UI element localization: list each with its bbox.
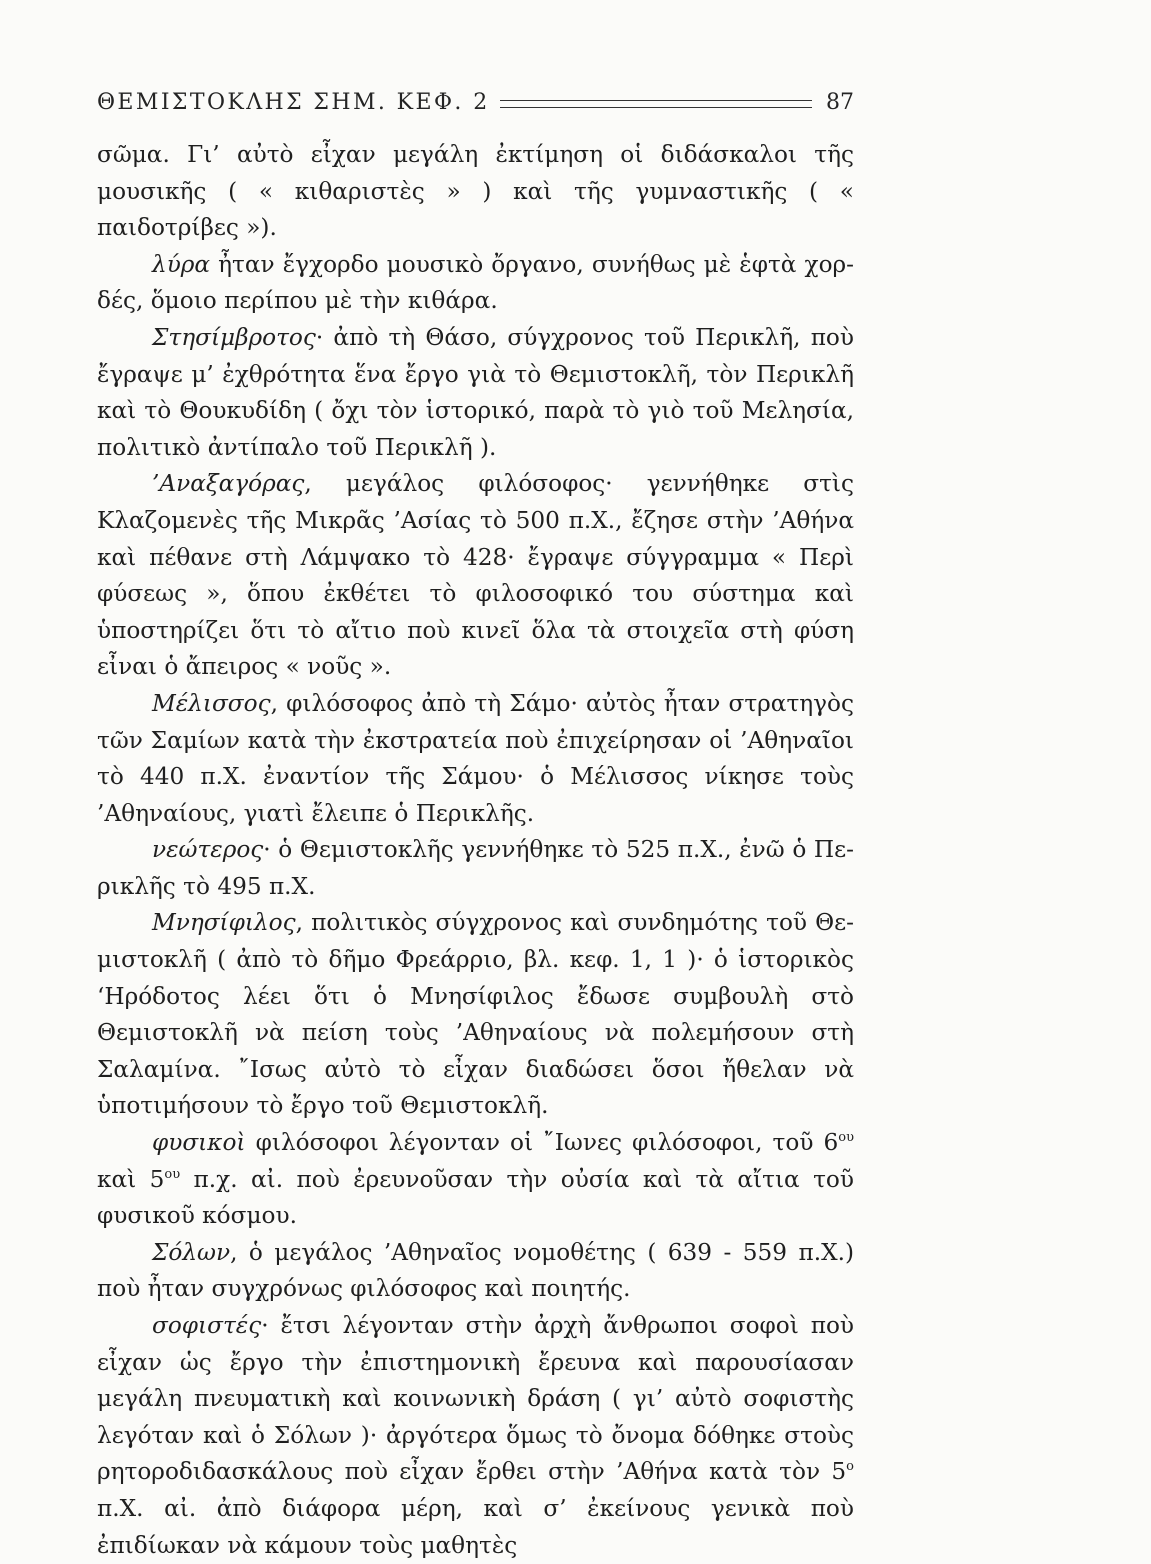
entry-text: · ἀπὸ τὴ Θάσο, σύγχρονος τοῦ Περικλῆ, ποὺ ἔγραψε μ’ ἐχθρότητα ἕνα ἔργο γιὰ τὸ Θεμιστοκλῆ, τὸν Περικλῆ καὶ τὸ Θουκυδίδη ( ὄχι τὸν ἱστορικό, παρὰ τὸ γιὸ τοῦ Μελησία, πολιτικὸ ἀντίπαλο τοῦ Περικλῆ ). <box>97 323 854 461</box>
entry-text: , πολιτικὸς σύγχρονος καὶ συνδημότης τοῦ Θεμιστοκλῆ ( ἀπὸ τὸ δῆμο Φρεάρριο, βλ. κεφ. 1, 1 )· ὁ ἱστορικὸς ‘Ηρόδοτος λέει ὅτι ὁ Μνησίφιλος ἔδωσε συμβουλὴ στὸ Θεμιστοκλῆ νὰ πείση τοὺς ’Αθηναίους νὰ πολεμήσουν στὴ Σαλαμίνα. ῎Ισως αὐτὸ τὸ εἶχαν διαδώσει ὅσοι ἤθελαν νὰ ὑποτιμήσουν τὸ ἔργο τοῦ Θεμιστοκλῆ. <box>97 909 854 1120</box>
glossary-entry-solon <box>97 1235 854 1308</box>
glossary-entry-sophistes <box>97 1308 854 1564</box>
entry-term: Μνησίφιλος <box>152 909 296 937</box>
glossary-entry-melissos <box>97 686 854 832</box>
entry-term: Μέλισσος <box>152 689 271 717</box>
glossary-entry-lyra <box>97 247 854 320</box>
running-header <box>97 84 854 120</box>
entry-term: ’Αναξαγόρας <box>152 470 305 498</box>
entry-term: σοφιστές <box>152 1312 262 1339</box>
glossary-entry-continued <box>97 137 854 247</box>
entry-text: · ἔτσι λέγονταν στὴν ἀρχὴ ἄνθρωποι σοφοὶ ποὺ εἶχαν ὡς ἔργο τὴν ἐπιστημονικὴ ἔρευνα καὶ παρουσίασαν μεγάλη πνευματικὴ καὶ κοινωνικὴ δράση ( γι’ αὐτὸ σοφιστὴς λεγόταν καὶ ὁ Σόλων )· ἀργότερα ὅμως τὸ ὄνομα δόθηκε στοὺς ρητοροδιδασκάλους ποὺ εἶχαν ἔρθει στὴν ’Αθήνα κατὰ τὸν $5^o$ π.Χ. αἰ. ἀπὸ διάφορα μέρη, καὶ σ’ ἐκείνους γενικὰ ποὺ ἐπιδίωκαν νὰ κάμουν τοὺς μαθητὲς <box>97 1312 854 1559</box>
entry-text: φιλόσοφοι λέγονταν οἱ ῎Ιωνες φιλόσοφοι, τοῦ $6^{o\upsilon}$ καὶ $5^{o\upsilon}$ π.χ. αἰ. ποὺ ἐρευνοῦσαν τὴν οὐσία καὶ τὰ αἴτια τοῦ φυσικοῦ κόσμου. <box>97 1129 854 1230</box>
running-title: ΘΕΜΙΣΤΟΚΛΗΣ ΣΗΜ. ΚΕΦ. 2 <box>97 89 490 115</box>
entry-term: Στησίμβροτος <box>152 323 316 351</box>
glossary-notes <box>97 137 854 1564</box>
header-double-rule <box>500 100 812 108</box>
glossary-entry-stesimbrotos <box>97 320 854 466</box>
entry-text: , ὁ μεγάλος ’Αθηναῖος νομοθέτης ( 639 - 559 π.Χ.) ποὺ ἦταν συγχρόνως φιλόσοφος καὶ ποιητής. <box>97 1238 854 1303</box>
glossary-entry-physikoi <box>97 1125 854 1235</box>
entry-term: νεώτερος <box>152 836 264 864</box>
glossary-entry-neoteros <box>97 832 854 905</box>
glossary-entry-mnesiphilos <box>97 905 854 1125</box>
entry-text: · ὁ Θεμιστοκλῆς γεννήθηκε τὸ 525 π.Χ., ἐνῶ ὁ Περικλῆς τὸ 495 π.Χ. <box>97 836 854 900</box>
entry-term: λύρα <box>152 250 211 278</box>
entry-term: Σόλων <box>152 1238 231 1266</box>
entry-term: φυσικοὶ <box>152 1129 246 1157</box>
entry-text: , μεγάλος φιλόσοφος· γεννήθηκε στὶς Κλαζομενὲς τῆς Μικρᾶς ’Ασίας τὸ 500 π.Χ., ἔζησε στὴν ’Αθήνα καὶ πέθανε στὴ Λάμψακο τὸ 428· ἔγραψε σύγγραμμα « Περὶ φύσεως », ὅπου ἐκθέτει τὸ φιλοσοφικό του σύστημα καὶ ὑποστηρίζει ὅτι τὸ αἴτιο ποὺ κινεῖ ὅλα τὰ στοιχεῖα στὴ φύση εἶναι ὁ ἄπειρος « νοῦς ». <box>97 470 854 681</box>
glossary-entry-anaxagoras <box>97 466 854 686</box>
entry-text: ἦταν ἔγχορδο μουσικὸ ὄργανο, συνήθως μὲ ἑφτὰ χορδές, ὅμοιο περίπου μὲ τὴν κιθάρα. <box>97 250 854 315</box>
entry-text: , φιλόσοφος ἀπὸ τὴ Σάμο· αὐτὸς ἦταν στρατηγὸς τῶν Σαμίων κατὰ τὴν ἐκστρατεία ποὺ ἐπιχείρησαν οἱ ’Αθηναῖοι τὸ 440 π.Χ. ἐναντίον τῆς Σάμου· ὁ Μέλισσος νίκησε τοὺς ’Αθηναίους, γιατὶ ἔλειπε ὁ Περικλῆς. <box>97 689 854 827</box>
page-number: 87 <box>826 89 854 115</box>
entry-text: σῶμα. Γι’ αὐτὸ εἶχαν μεγάλη ἐκτίμηση οἱ διδάσκαλοι τῆς μουσικῆς ( « κιθαριστὲς » ) καὶ τῆς γυμναστικῆς ( « παιδοτρίβες »). <box>97 141 854 242</box>
